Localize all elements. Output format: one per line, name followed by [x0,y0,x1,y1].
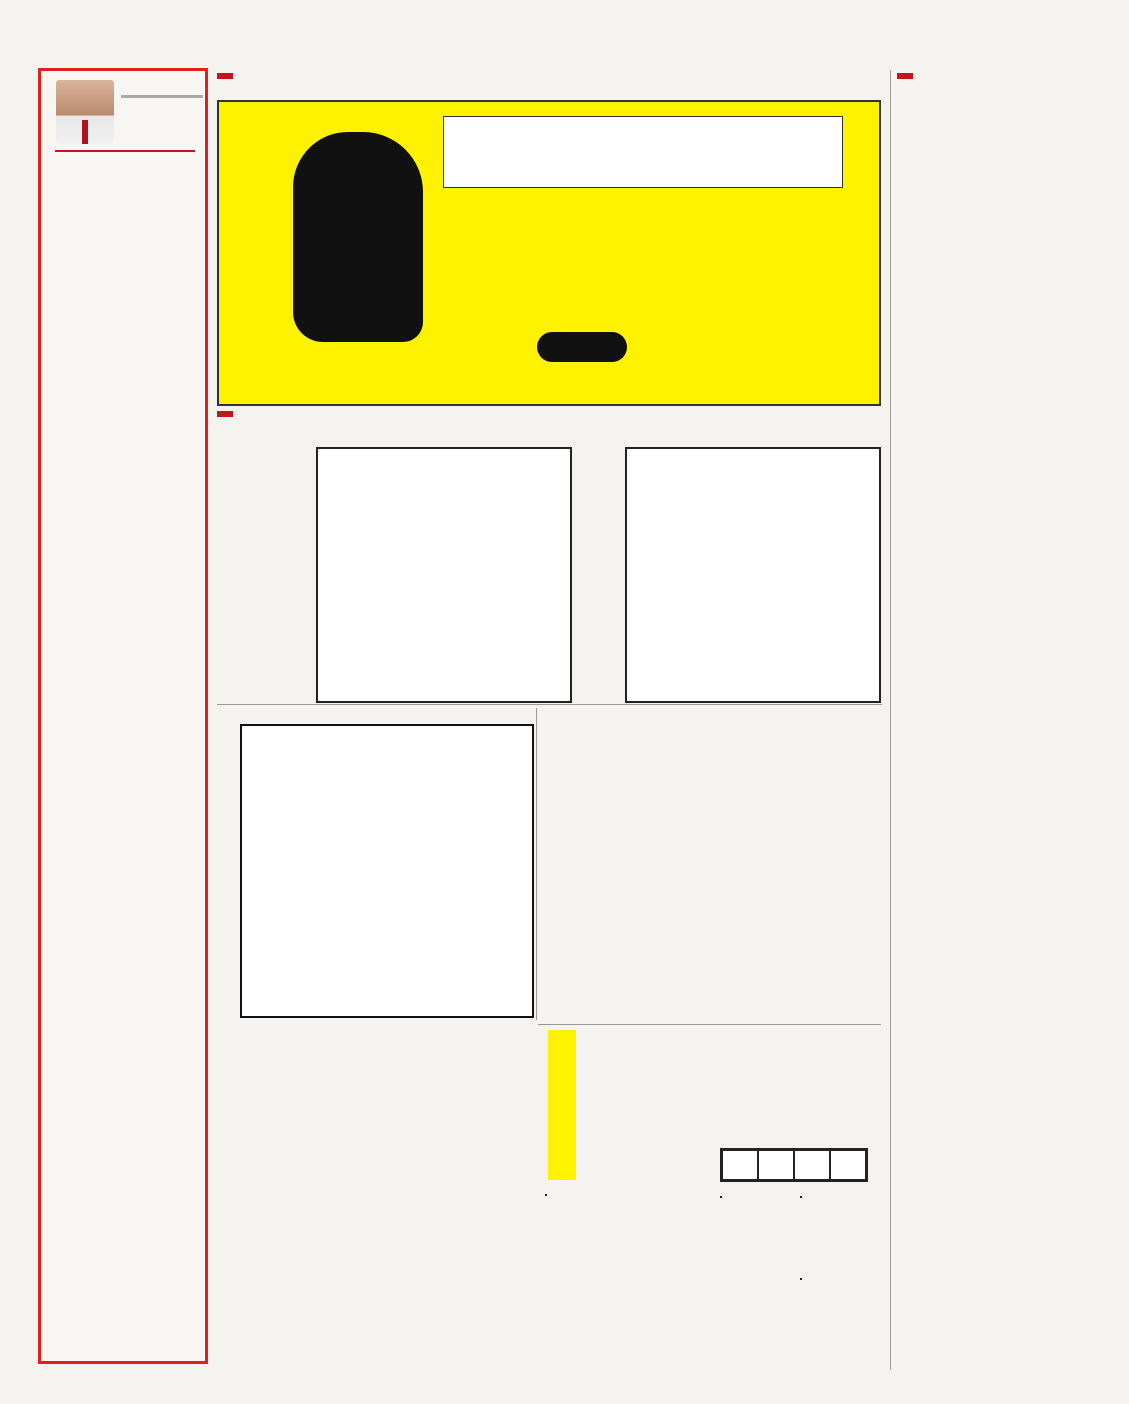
dog-silhouette [537,332,627,362]
silhouette-figure [293,132,423,342]
author-photo [56,80,114,144]
caricature-headline [443,116,843,188]
sudoku-solutions [545,1194,547,1196]
picas-answer-boxes[interactable] [720,1148,868,1182]
author-name [121,95,203,98]
solution-grid-3 [800,1278,802,1280]
divider [538,1024,881,1025]
clues-horizontal [218,1020,368,1022]
answer-box[interactable] [722,1150,758,1180]
column-body [55,249,200,251]
divider [217,704,882,705]
clues-vertical [378,1020,530,1022]
solution-grid-1 [720,1196,722,1198]
caricature [217,100,881,406]
sudoku-grid-2[interactable] [625,447,881,703]
sudoku-grid-1[interactable] [316,447,572,703]
crossword-grid[interactable] [240,724,534,1018]
picas-band [548,1030,576,1180]
answer-box[interactable] [758,1150,794,1180]
page-header [48,32,1058,54]
solution-grid-2 [800,1196,802,1198]
horoscope-tag [897,73,913,79]
divider [536,708,537,1020]
column-label [55,150,195,153]
games-tag [217,411,233,417]
opinion-column [38,68,208,1364]
answer-box[interactable] [830,1150,866,1180]
caricature-tag [217,73,233,79]
divider [890,70,891,1370]
answer-box[interactable] [794,1150,830,1180]
